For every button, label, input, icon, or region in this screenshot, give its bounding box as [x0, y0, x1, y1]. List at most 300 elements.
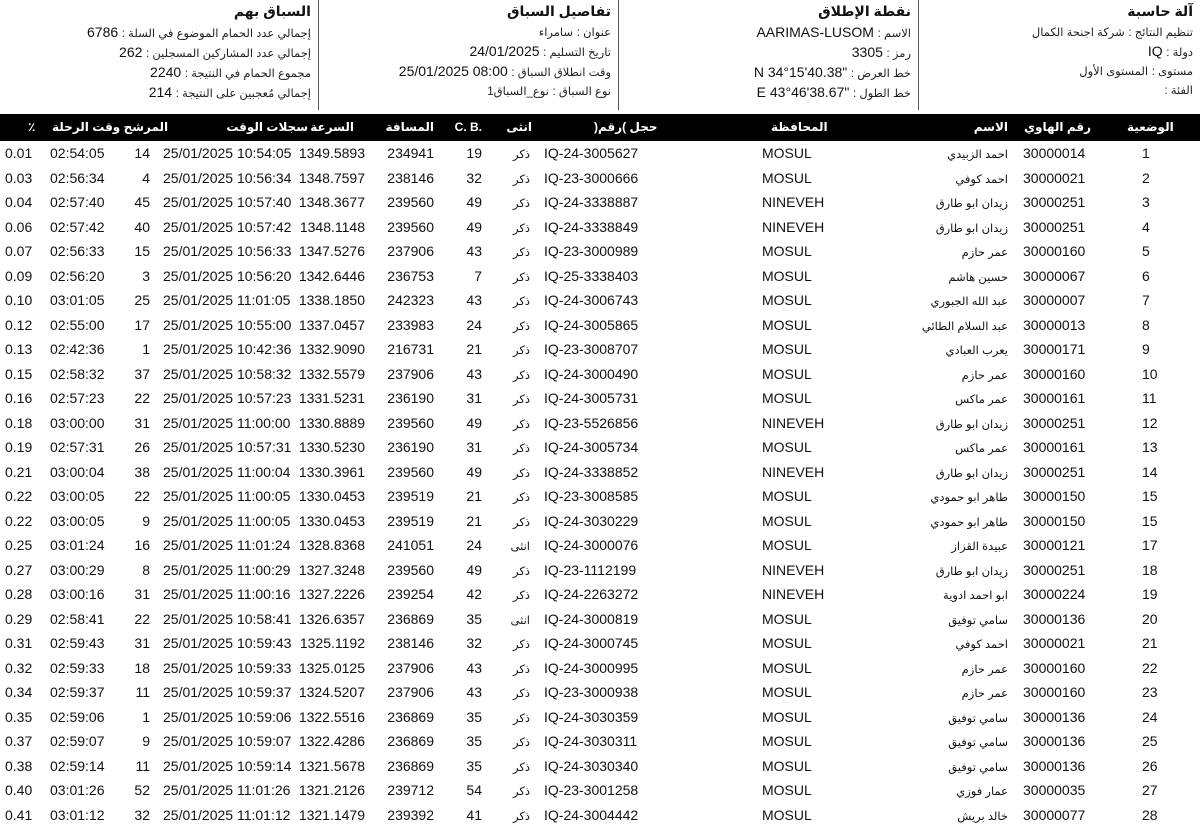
- sex-cell: ذكر: [513, 590, 530, 602]
- fancier-number-cell: 30000251: [1023, 463, 1086, 480]
- ring-number-cell: IQ-24-3000819: [544, 610, 639, 627]
- name-cell: زيدان ابو طارق: [935, 198, 1008, 210]
- distance-cell: 236869: [387, 610, 434, 627]
- table-row: [0, 215, 1200, 240]
- name-cell: سامي توفيق: [948, 737, 1008, 749]
- time-record-cell: 25/01/2025 10:59:06: [163, 708, 292, 725]
- distance-cell: 236190: [387, 390, 434, 406]
- percent-cell: 0.41: [5, 806, 33, 823]
- lap-cell: 17: [134, 316, 150, 333]
- speed-cell: 1330.0453: [298, 512, 365, 529]
- time-record-cell: 25/01/2025 11:00:04: [163, 463, 291, 480]
- speed-cell: 1348.3677: [298, 194, 365, 210]
- province-cell: MOSUL: [762, 733, 812, 749]
- time-record-cell: 25/01/2025 11:00:05: [163, 488, 291, 504]
- lap-cell: 18: [134, 659, 150, 676]
- ring-number-cell: IQ-23-3008707: [544, 341, 639, 357]
- flight-time-cell: 03:01:24: [50, 537, 105, 553]
- name-cell: يعرب العبادي: [945, 345, 1008, 357]
- cb-cell: 43: [466, 292, 482, 308]
- name-cell: عمر حازم: [961, 663, 1008, 676]
- col-time-records: سجلات الوقت: [226, 120, 308, 134]
- fancier-number-cell: 30000251: [1023, 194, 1086, 210]
- distance-cell: 239560: [387, 218, 434, 235]
- time-record-cell: 25/01/2025 10:42:36: [163, 341, 292, 357]
- lap-cell: 38: [134, 463, 150, 480]
- name-cell: عبد الله الجبوري: [930, 296, 1008, 308]
- name-cell: سامي توفيق: [948, 712, 1008, 725]
- ring-number-cell: IQ-24-3000076: [544, 537, 639, 553]
- ring-number-cell: IQ-24-2263272: [544, 586, 639, 602]
- time-record-cell: 25/01/2025 10:54:05: [163, 145, 292, 161]
- sex-cell: ذكر: [513, 418, 530, 431]
- flight-time-cell: 02:59:07: [50, 733, 105, 749]
- sex-cell: ذكر: [513, 296, 530, 308]
- speed-cell: 1330.0453: [298, 488, 365, 504]
- table-row: [0, 288, 1200, 313]
- organizer-value: شركة اجنحة الكمال: [1031, 27, 1125, 39]
- speed-cell: 1347.5276: [298, 243, 365, 259]
- fancier-number-cell: 30000160: [1023, 684, 1086, 700]
- time-record-cell: 25/01/2025 11:00:29: [163, 561, 291, 578]
- sex-cell: ذكر: [513, 369, 530, 382]
- name-cell: عمار فوزي: [956, 786, 1008, 798]
- sex-cell: ذكر: [513, 198, 530, 210]
- time-record-cell: 25/01/2025 10:56:34: [163, 169, 292, 186]
- province-cell: MOSUL: [762, 267, 812, 284]
- table-row: [0, 313, 1200, 338]
- name-cell: سامي توفيق: [948, 614, 1008, 627]
- percent-cell: 0.31: [5, 635, 33, 651]
- position-cell: 12: [1142, 414, 1158, 431]
- position-cell: 15: [1142, 512, 1158, 529]
- distance-cell: 233983: [387, 316, 434, 333]
- race-stats-title: السباق بهم: [233, 3, 311, 19]
- flight-time-cell: 02:57:40: [50, 194, 105, 210]
- latitude-value: N 34°15'40.38": [753, 64, 848, 80]
- fancier-number-cell: 30000077: [1023, 806, 1086, 823]
- percent-cell: 0.07: [5, 243, 33, 259]
- flight-time-cell: 03:00:05: [50, 488, 105, 504]
- position-cell: 26: [1142, 757, 1158, 774]
- ring-number-cell: IQ-25-3338403: [544, 267, 639, 284]
- position-cell: 7: [1142, 292, 1150, 308]
- position-cell: 4: [1142, 218, 1150, 235]
- percent-cell: 0.32: [5, 659, 33, 676]
- percent-cell: 0.04: [5, 194, 33, 210]
- lap-cell: 22: [134, 390, 150, 406]
- basket-total-value: 6786: [87, 24, 119, 40]
- name-cell: عبد السلام الطائي: [921, 320, 1008, 333]
- speed-cell: 1330.3961: [298, 463, 365, 480]
- ring-number-cell: IQ-24-3030311: [544, 733, 638, 749]
- table-row: [0, 729, 1200, 754]
- sex-cell: ذكر: [513, 688, 530, 700]
- cb-cell: 49: [466, 414, 482, 431]
- percent-cell: 0.28: [5, 586, 33, 602]
- percent-cell: 0.21: [5, 463, 33, 480]
- fancier-number-cell: 30000161: [1023, 439, 1086, 455]
- name-cell: خالد بريش: [957, 810, 1008, 823]
- time-record-cell: 25/01/2025 10:56:20: [163, 267, 292, 284]
- distance-cell: 241051: [387, 537, 434, 553]
- percent-cell: 0.38: [5, 757, 33, 774]
- province-cell: MOSUL: [762, 390, 812, 406]
- speed-cell: 1328.8368: [298, 537, 365, 553]
- table-row: [0, 362, 1200, 387]
- province-cell: MOSUL: [762, 145, 812, 161]
- speed-cell: 1327.2226: [298, 586, 365, 602]
- time-record-cell: 25/01/2025 10:57:40: [163, 194, 292, 210]
- name-cell: ابو احمد ادوية: [943, 590, 1008, 602]
- time-record-cell: 25/01/2025 10:57:23: [163, 390, 292, 406]
- name-cell: طاهر ابو حمودي: [930, 516, 1008, 529]
- release-name-value: AARIMAS-LUSOM: [756, 24, 874, 40]
- position-cell: 28: [1142, 806, 1158, 823]
- table-row: [0, 656, 1200, 681]
- calculator-title: آلة حاسبة: [1127, 3, 1193, 19]
- table-row: [0, 386, 1200, 411]
- results-table-header: [0, 114, 1200, 141]
- table-row: [0, 631, 1200, 656]
- time-record-cell: 25/01/2025 11:00:00: [163, 414, 291, 431]
- speed-cell: 1327.3248: [298, 561, 365, 578]
- distance-cell: 238146: [387, 169, 434, 186]
- position-cell: 19: [1142, 586, 1158, 602]
- percent-cell: 0.01: [5, 145, 33, 161]
- table-row: [0, 607, 1200, 632]
- cb-cell: 19: [466, 145, 482, 161]
- cb-cell: 49: [466, 194, 482, 210]
- sex-cell: ذكر: [513, 394, 530, 406]
- fans-value: 214: [148, 84, 173, 100]
- position-cell: 18: [1142, 561, 1158, 578]
- cb-cell: 24: [466, 316, 482, 333]
- speed-cell: 1321.1479: [298, 806, 365, 823]
- position-cell: 15: [1142, 488, 1158, 504]
- ring-number-cell: IQ-24-3338852: [544, 463, 639, 480]
- flight-time-cell: 02:59:43: [50, 635, 105, 651]
- ring-number-cell: IQ-23-3008585: [544, 488, 639, 504]
- ring-number-cell: IQ-24-3005731: [544, 390, 639, 406]
- participants-line: إجمالي عدد المشاركين المسجلين : 262: [119, 44, 311, 60]
- fancier-number-cell: 30000136: [1023, 733, 1086, 749]
- lap-cell: 15: [134, 243, 150, 259]
- result-pigeons-value: 2240: [150, 64, 182, 80]
- speed-cell: 1321.2126: [298, 782, 365, 798]
- col-speed: السرعة: [310, 120, 354, 134]
- fancier-number-cell: 30000161: [1023, 390, 1086, 406]
- speed-cell: 1349.5893: [298, 145, 365, 161]
- name-cell: سامي توفيق: [948, 761, 1008, 774]
- flight-time-cell: 02:56:33: [50, 243, 105, 259]
- fancier-number-cell: 30000136: [1023, 610, 1086, 627]
- table-row: [0, 778, 1200, 803]
- release-point-title: نقطة الإطلاق: [818, 3, 911, 19]
- cb-cell: 41: [466, 806, 482, 823]
- lap-cell: 3: [142, 267, 150, 284]
- release-point-block: [618, 0, 918, 110]
- time-record-cell: 25/01/2025 11:01:05: [163, 292, 291, 308]
- fancier-number-cell: 30000035: [1023, 782, 1086, 798]
- percent-cell: 0.40: [5, 782, 33, 798]
- flight-time-cell: 03:00:00: [50, 414, 105, 431]
- sex-cell: ذكر: [513, 639, 530, 651]
- ring-number-cell: IQ-24-3338849: [544, 218, 639, 235]
- table-row: [0, 141, 1200, 166]
- race-details-title: تفاصيل السباق: [506, 3, 611, 19]
- name-cell: احمد كوفي: [955, 639, 1008, 651]
- flight-time-cell: 03:01:05: [50, 292, 105, 308]
- name-cell: عمر ماكس: [955, 443, 1008, 455]
- ring-number-cell: IQ-24-3000490: [544, 365, 639, 382]
- lap-cell: 45: [134, 194, 150, 210]
- time-record-cell: 25/01/2025 10:59:43: [163, 635, 292, 651]
- table-row: [0, 509, 1200, 534]
- fancier-number-cell: 30000150: [1023, 488, 1086, 504]
- flight-time-cell: 03:01:26: [50, 782, 105, 798]
- fancier-number-cell: 30000021: [1023, 169, 1086, 186]
- province-cell: NINEVEH: [762, 586, 825, 602]
- fancier-number-cell: 30000021: [1023, 635, 1086, 651]
- distance-cell: 234941: [387, 145, 434, 161]
- sex-cell: ذكر: [513, 320, 530, 333]
- name-cell: عبيدة القزاز: [951, 541, 1008, 553]
- speed-cell: 1337.0457: [298, 316, 365, 333]
- cb-cell: 49: [466, 463, 482, 480]
- province-cell: MOSUL: [762, 169, 812, 186]
- distance-cell: 216731: [387, 341, 434, 357]
- position-cell: 10: [1142, 365, 1158, 382]
- ring-number-cell: IQ-23-3000666: [544, 169, 639, 186]
- province-cell: MOSUL: [762, 684, 812, 700]
- speed-cell: 1338.1850: [298, 292, 365, 308]
- province-cell: MOSUL: [762, 708, 812, 725]
- lap-cell: 26: [134, 439, 150, 455]
- province-cell: MOSUL: [762, 537, 812, 553]
- speed-cell: 1321.5678: [298, 757, 365, 774]
- distance-cell: 239560: [387, 561, 434, 578]
- cb-cell: 54: [466, 782, 482, 798]
- flight-time-cell: 02:54:05: [50, 145, 105, 161]
- flight-time-cell: 02:42:36: [50, 341, 105, 357]
- name-cell: زيدان ابو طارق: [935, 467, 1008, 480]
- position-cell: 25: [1142, 733, 1158, 749]
- ring-number-cell: IQ-23-5526856: [544, 414, 639, 431]
- percent-cell: 0.22: [5, 488, 33, 504]
- name-cell: زيدان ابو طارق: [935, 418, 1008, 431]
- ring-number-cell: IQ-24-3338887: [544, 194, 639, 210]
- province-cell: MOSUL: [762, 243, 812, 259]
- flight-time-cell: 02:59:33: [50, 659, 105, 676]
- name-cell: احمد كوفي: [955, 173, 1008, 186]
- lap-cell: 4: [142, 169, 150, 186]
- fancier-number-cell: 30000224: [1023, 586, 1086, 602]
- sex-cell: ذكر: [513, 565, 530, 578]
- speed-cell: 1326.6357: [298, 610, 365, 627]
- name-cell: زيدان ابو طارق: [935, 565, 1008, 578]
- fancier-number-cell: 30000160: [1023, 659, 1086, 676]
- lap-cell: 1: [142, 341, 150, 357]
- col-distance: المسافة: [385, 120, 434, 134]
- distance-cell: 239392: [387, 806, 434, 823]
- level-value: المستوى الأول: [1079, 66, 1149, 78]
- fancier-number-cell: 30000121: [1023, 537, 1086, 553]
- col-ring: حجل )رقم(: [594, 120, 658, 134]
- ring-number-cell: IQ-24-3030229: [544, 512, 639, 529]
- table-row: [0, 680, 1200, 705]
- speed-cell: 1325.1192: [299, 635, 365, 651]
- distance-cell: 236190: [387, 439, 434, 455]
- lap-cell: 9: [142, 512, 150, 529]
- distance-cell: 239560: [387, 463, 434, 480]
- position-cell: 24: [1142, 708, 1158, 725]
- percent-cell: 0.22: [5, 512, 33, 529]
- organizer-line: تنظيم النتائج : شركة اجنحة الكمال: [1031, 27, 1193, 39]
- time-record-cell: 25/01/2025 11:01:26: [163, 782, 291, 798]
- fancier-number-cell: 30000251: [1023, 561, 1086, 578]
- table-row: [0, 582, 1200, 607]
- cb-cell: 49: [466, 561, 482, 578]
- cb-cell: 31: [466, 439, 482, 455]
- province-cell: NINEVEH: [762, 194, 825, 210]
- position-cell: 27: [1142, 782, 1158, 798]
- cb-cell: 43: [466, 659, 482, 676]
- lap-cell: 37: [134, 365, 150, 382]
- sex-cell: ذكر: [513, 737, 530, 749]
- table-row: [0, 239, 1200, 264]
- percent-cell: 0.10: [5, 292, 33, 308]
- sex-cell: ذكر: [513, 810, 530, 823]
- race-type-line: نوع السباق : نوع_السباق1: [487, 86, 611, 98]
- percent-cell: 0.06: [5, 218, 33, 235]
- cb-cell: 24: [466, 537, 482, 553]
- position-cell: 8: [1142, 316, 1150, 333]
- position-cell: 2: [1142, 169, 1150, 186]
- speed-cell: 1324.5207: [298, 684, 365, 700]
- flight-time-cell: 02:57:42: [50, 218, 105, 235]
- lap-cell: 25: [134, 292, 150, 308]
- ring-number-cell: IQ-24-3004442: [544, 806, 639, 823]
- cb-cell: 35: [466, 757, 482, 774]
- col-sex: انثى: [506, 120, 532, 134]
- cb-cell: 43: [466, 365, 482, 382]
- province-cell: NINEVEH: [762, 463, 825, 480]
- position-cell: 9: [1142, 341, 1150, 357]
- race-type-value: نوع_السباق1: [487, 86, 549, 98]
- percent-cell: 0.25: [5, 537, 33, 553]
- position-cell: 14: [1142, 463, 1158, 480]
- cb-cell: 32: [466, 169, 482, 186]
- province-cell: MOSUL: [762, 365, 812, 382]
- lap-cell: 22: [134, 488, 150, 504]
- time-record-cell: 25/01/2025 10:59:37: [163, 684, 292, 700]
- table-row: [0, 484, 1200, 509]
- percent-cell: 0.09: [5, 267, 33, 284]
- lap-cell: 52: [134, 782, 150, 798]
- time-record-cell: 25/01/2025 10:59:33: [163, 659, 292, 676]
- lap-cell: 31: [134, 414, 150, 431]
- table-row: [0, 411, 1200, 436]
- position-cell: 22: [1142, 659, 1158, 676]
- sex-cell: ذكر: [513, 467, 530, 480]
- cb-cell: 21: [466, 512, 482, 529]
- percent-cell: 0.15: [5, 365, 33, 382]
- col-flight-time: المرشح وقت الرحلة: [52, 120, 169, 134]
- province-cell: MOSUL: [762, 316, 812, 333]
- lap-cell: 16: [134, 537, 150, 553]
- position-cell: 21: [1142, 635, 1158, 651]
- distance-cell: 237906: [387, 243, 434, 259]
- flight-time-cell: 02:57:23: [50, 390, 105, 406]
- position-cell: 11: [1142, 390, 1157, 406]
- lap-cell: 9: [142, 733, 150, 749]
- time-record-cell: 25/01/2025 11:00:05: [163, 512, 291, 529]
- col-fancier-number: رقم الهاوي: [1024, 120, 1092, 134]
- distance-cell: 237906: [387, 684, 434, 700]
- fancier-number-cell: 30000007: [1023, 292, 1086, 308]
- fancier-number-cell: 30000013: [1023, 316, 1086, 333]
- ring-number-cell: IQ-24-3005865: [544, 316, 639, 333]
- distance-cell: 236753: [387, 267, 434, 284]
- level-line: مستوى : المستوى الأول: [1079, 66, 1193, 78]
- distance-cell: 238146: [387, 635, 434, 651]
- sex-cell: ذكر: [513, 443, 530, 455]
- cb-cell: 21: [466, 341, 482, 357]
- province-cell: MOSUL: [762, 610, 812, 627]
- ring-number-cell: IQ-24-3000995: [544, 659, 639, 676]
- distance-cell: 236869: [387, 708, 434, 725]
- ring-number-cell: IQ-23-1112199: [544, 561, 637, 578]
- ring-number-cell: IQ-24-3005627: [544, 145, 639, 161]
- name-cell: عمر حازم: [961, 247, 1008, 259]
- ring-number-cell: IQ-24-3006743: [544, 292, 639, 308]
- province-cell: NINEVEH: [762, 414, 825, 431]
- position-cell: 23: [1142, 684, 1158, 700]
- speed-cell: 1331.5231: [298, 390, 365, 406]
- percent-cell: 0.34: [5, 684, 33, 700]
- ring-number-cell: IQ-24-3005734: [544, 439, 639, 455]
- report-header: [0, 0, 1200, 114]
- longitude-value: E 43°46'38.67": [756, 84, 850, 100]
- sex-cell: انثى: [510, 541, 530, 553]
- flight-time-cell: 02:59:06: [50, 708, 105, 725]
- sex-cell: ذكر: [513, 345, 530, 357]
- time-record-cell: 25/01/2025 10:55:00: [163, 316, 292, 333]
- distance-cell: 237906: [387, 659, 434, 676]
- flight-time-cell: 03:00:29: [50, 561, 105, 578]
- sex-cell: ذكر: [513, 173, 530, 186]
- basket-total-line: إجمالي عدد الحمام الموضوع في السلة : 6786: [87, 24, 311, 40]
- cb-cell: 35: [466, 708, 482, 725]
- flight-time-cell: 02:56:34: [50, 169, 105, 186]
- flight-time-cell: 02:56:20: [50, 267, 105, 284]
- name-cell: عمر حازم: [961, 369, 1008, 382]
- time-record-cell: 25/01/2025 10:57:31: [163, 439, 292, 455]
- fancier-number-cell: 30000251: [1023, 414, 1086, 431]
- fans-line: إجمالي مُعجبين على النتيجة : 214: [148, 84, 311, 100]
- fancier-number-cell: 30000251: [1023, 218, 1086, 235]
- percent-cell: 0.27: [5, 561, 33, 578]
- name-cell: عمر ماكس: [955, 394, 1008, 406]
- province-cell: MOSUL: [762, 806, 812, 823]
- speed-cell: 1330.5230: [298, 439, 365, 455]
- position-cell: 13: [1142, 439, 1158, 455]
- distance-cell: 242323: [387, 292, 434, 308]
- table-row: [0, 460, 1200, 485]
- table-row: [0, 190, 1200, 215]
- distance-cell: 239519: [387, 512, 434, 529]
